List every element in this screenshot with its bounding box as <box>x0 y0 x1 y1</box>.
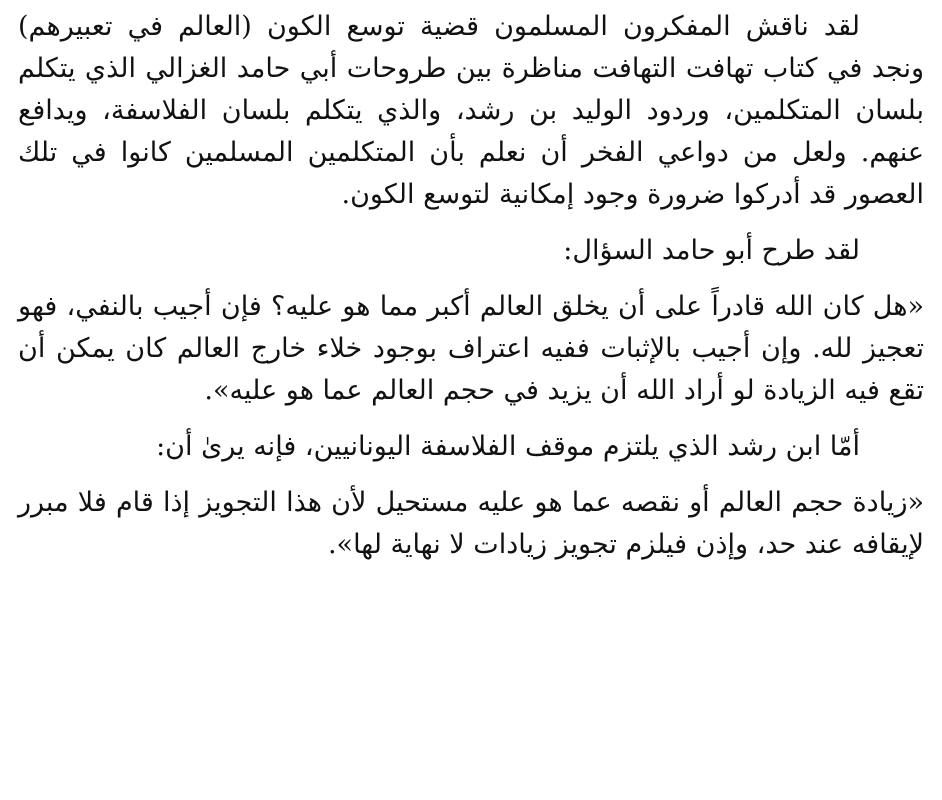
paragraph-expansion-debate: لقد ناقش المفكرون المسلمون قضية توسع الكون (العالم في تعبيرهم) ونجد في كتاب تهافت التهافت مناظرة بين طروحات أبي حامد الغزالي الذي يتكلم بلسان المتكلمين، وردود الوليد بن رشد، والذي يتكلم بلسان الفلاسفة، ويدافع عنهم. ولعل من دواعي الفخر أن نعلم بأن المتكلمين المسلمين كانوا في تلك العصور قد أدركوا ضرورة وجود إمكانية لتوسع الكون. <box>18 11 924 210</box>
paragraph-ghazali-question-intro: لقد طرح أبو حامد السؤال: <box>563 235 860 266</box>
quote-ghazali: «هل كان الله قادراً على أن يخلق العالم أكبر مما هو عليه؟ فإن أجيب بالنفي، فهو تعجيز لله. وإن أجيب بالإثبات ففيه اعتراف بوجود خلاء خارج العالم كان يمكن أن تقع فيه الزيادة لو أراد الله أن يزيد في حجم العالم عما هو عليه». <box>18 291 924 406</box>
paragraph-ibn-rushd-intro: أمّا ابن رشد الذي يلتزم موقف الفلاسفة اليونانيين، فإنه يرىٰ أن: <box>156 431 860 462</box>
quote-ibn-rushd: «زيادة حجم العالم أو نقصه عما هو عليه مستحيل لأن هذا التجويز إذا قام فلا مبرر لإيقافه عند حد، وإذن فيلزم تجويز زيادات لا نهاية لها». <box>18 487 924 560</box>
